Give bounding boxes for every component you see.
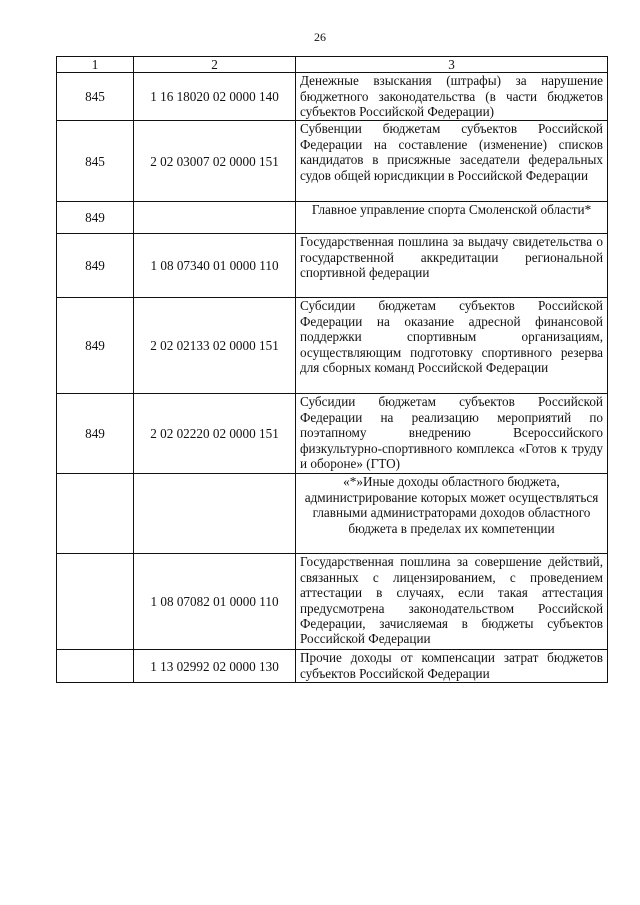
revenue-code-cell	[134, 474, 296, 554]
revenue-description-cell: Прочие доходы от компенсации затрат бюджетов субъектов Российской Федерации	[296, 650, 608, 683]
admin-code-cell: 845	[57, 121, 134, 202]
admin-code-cell: 849	[57, 202, 134, 234]
revenue-description-cell: Государственная пошлина за выдачу свидетельства о государственной аккредитации региональной спортивной федерации	[296, 234, 608, 298]
table-row	[57, 73, 608, 121]
admin-code-cell: 849	[57, 234, 134, 298]
column-header-3: 3	[296, 57, 608, 73]
admin-code-cell	[57, 650, 134, 683]
footnote-heading: «*»Иные доходы областного бюджета, администрирование которых может осуществляться главными администраторами доходов областного бюджета в пределах их компетенции	[296, 474, 608, 554]
column-header-1: 1	[57, 57, 134, 73]
revenue-administrators-table	[56, 56, 608, 683]
table-row	[57, 394, 608, 474]
administrator-name-heading: Главное управление спорта Смоленской области*	[296, 202, 608, 234]
page-number: 26	[314, 30, 326, 44]
revenue-description-cell: Субсидии бюджетам субъектов Российской Федерации на реализацию мероприятий по поэтапному внедрению Всероссийского физкультурно-спортивного комплекса «Готов к труду и обороне» (ГТО)	[296, 394, 608, 474]
revenue-description-cell: Субсидии бюджетам субъектов Российской Федерации на оказание адресной финансовой поддержки спортивным организациям, осуществляющим подготовку спортивного резерва для сборных команд Российской Федерации	[296, 298, 608, 394]
admin-code-cell: 849	[57, 298, 134, 394]
revenue-code-cell: 2 02 02133 02 0000 151	[134, 298, 296, 394]
revenue-code-cell: 2 02 03007 02 0000 151	[134, 121, 296, 202]
admin-code-cell: 845	[57, 73, 134, 121]
admin-code-cell: 849	[57, 394, 134, 474]
table-row	[57, 121, 608, 202]
table-row-section-heading	[57, 474, 608, 554]
table-row	[57, 554, 608, 650]
table-header-row	[57, 57, 608, 73]
table-row-section-heading	[57, 202, 608, 234]
revenue-code-cell: 1 13 02992 02 0000 130	[134, 650, 296, 683]
revenue-description-cell: Субвенции бюджетам субъектов Российской Федерации на составление (изменение) списков кандидатов в присяжные заседатели федеральных судов общей юрисдикции в Российской Федерации	[296, 121, 608, 202]
column-header-2: 2	[134, 57, 296, 73]
revenue-code-cell: 2 02 02220 02 0000 151	[134, 394, 296, 474]
admin-code-cell	[57, 474, 134, 554]
revenue-code-cell: 1 08 07082 01 0000 110	[134, 554, 296, 650]
revenue-description-cell: Денежные взыскания (штрафы) за нарушение бюджетного законодательства (в части бюджетов субъектов Российской Федерации)	[296, 73, 608, 121]
admin-code-cell	[57, 554, 134, 650]
revenue-code-cell	[134, 202, 296, 234]
revenue-code-cell: 1 08 07340 01 0000 110	[134, 234, 296, 298]
table-row	[57, 298, 608, 394]
revenue-code-cell: 1 16 18020 02 0000 140	[134, 73, 296, 121]
table-row	[57, 234, 608, 298]
table-row	[57, 650, 608, 683]
revenue-description-cell: Государственная пошлина за совершение действий, связанных с лицензированием, с проведением аттестации в случаях, если такая аттестация предусмотрена законодательством Российской Федерации, зачисляемая в бюджеты субъектов Российской Федерации	[296, 554, 608, 650]
